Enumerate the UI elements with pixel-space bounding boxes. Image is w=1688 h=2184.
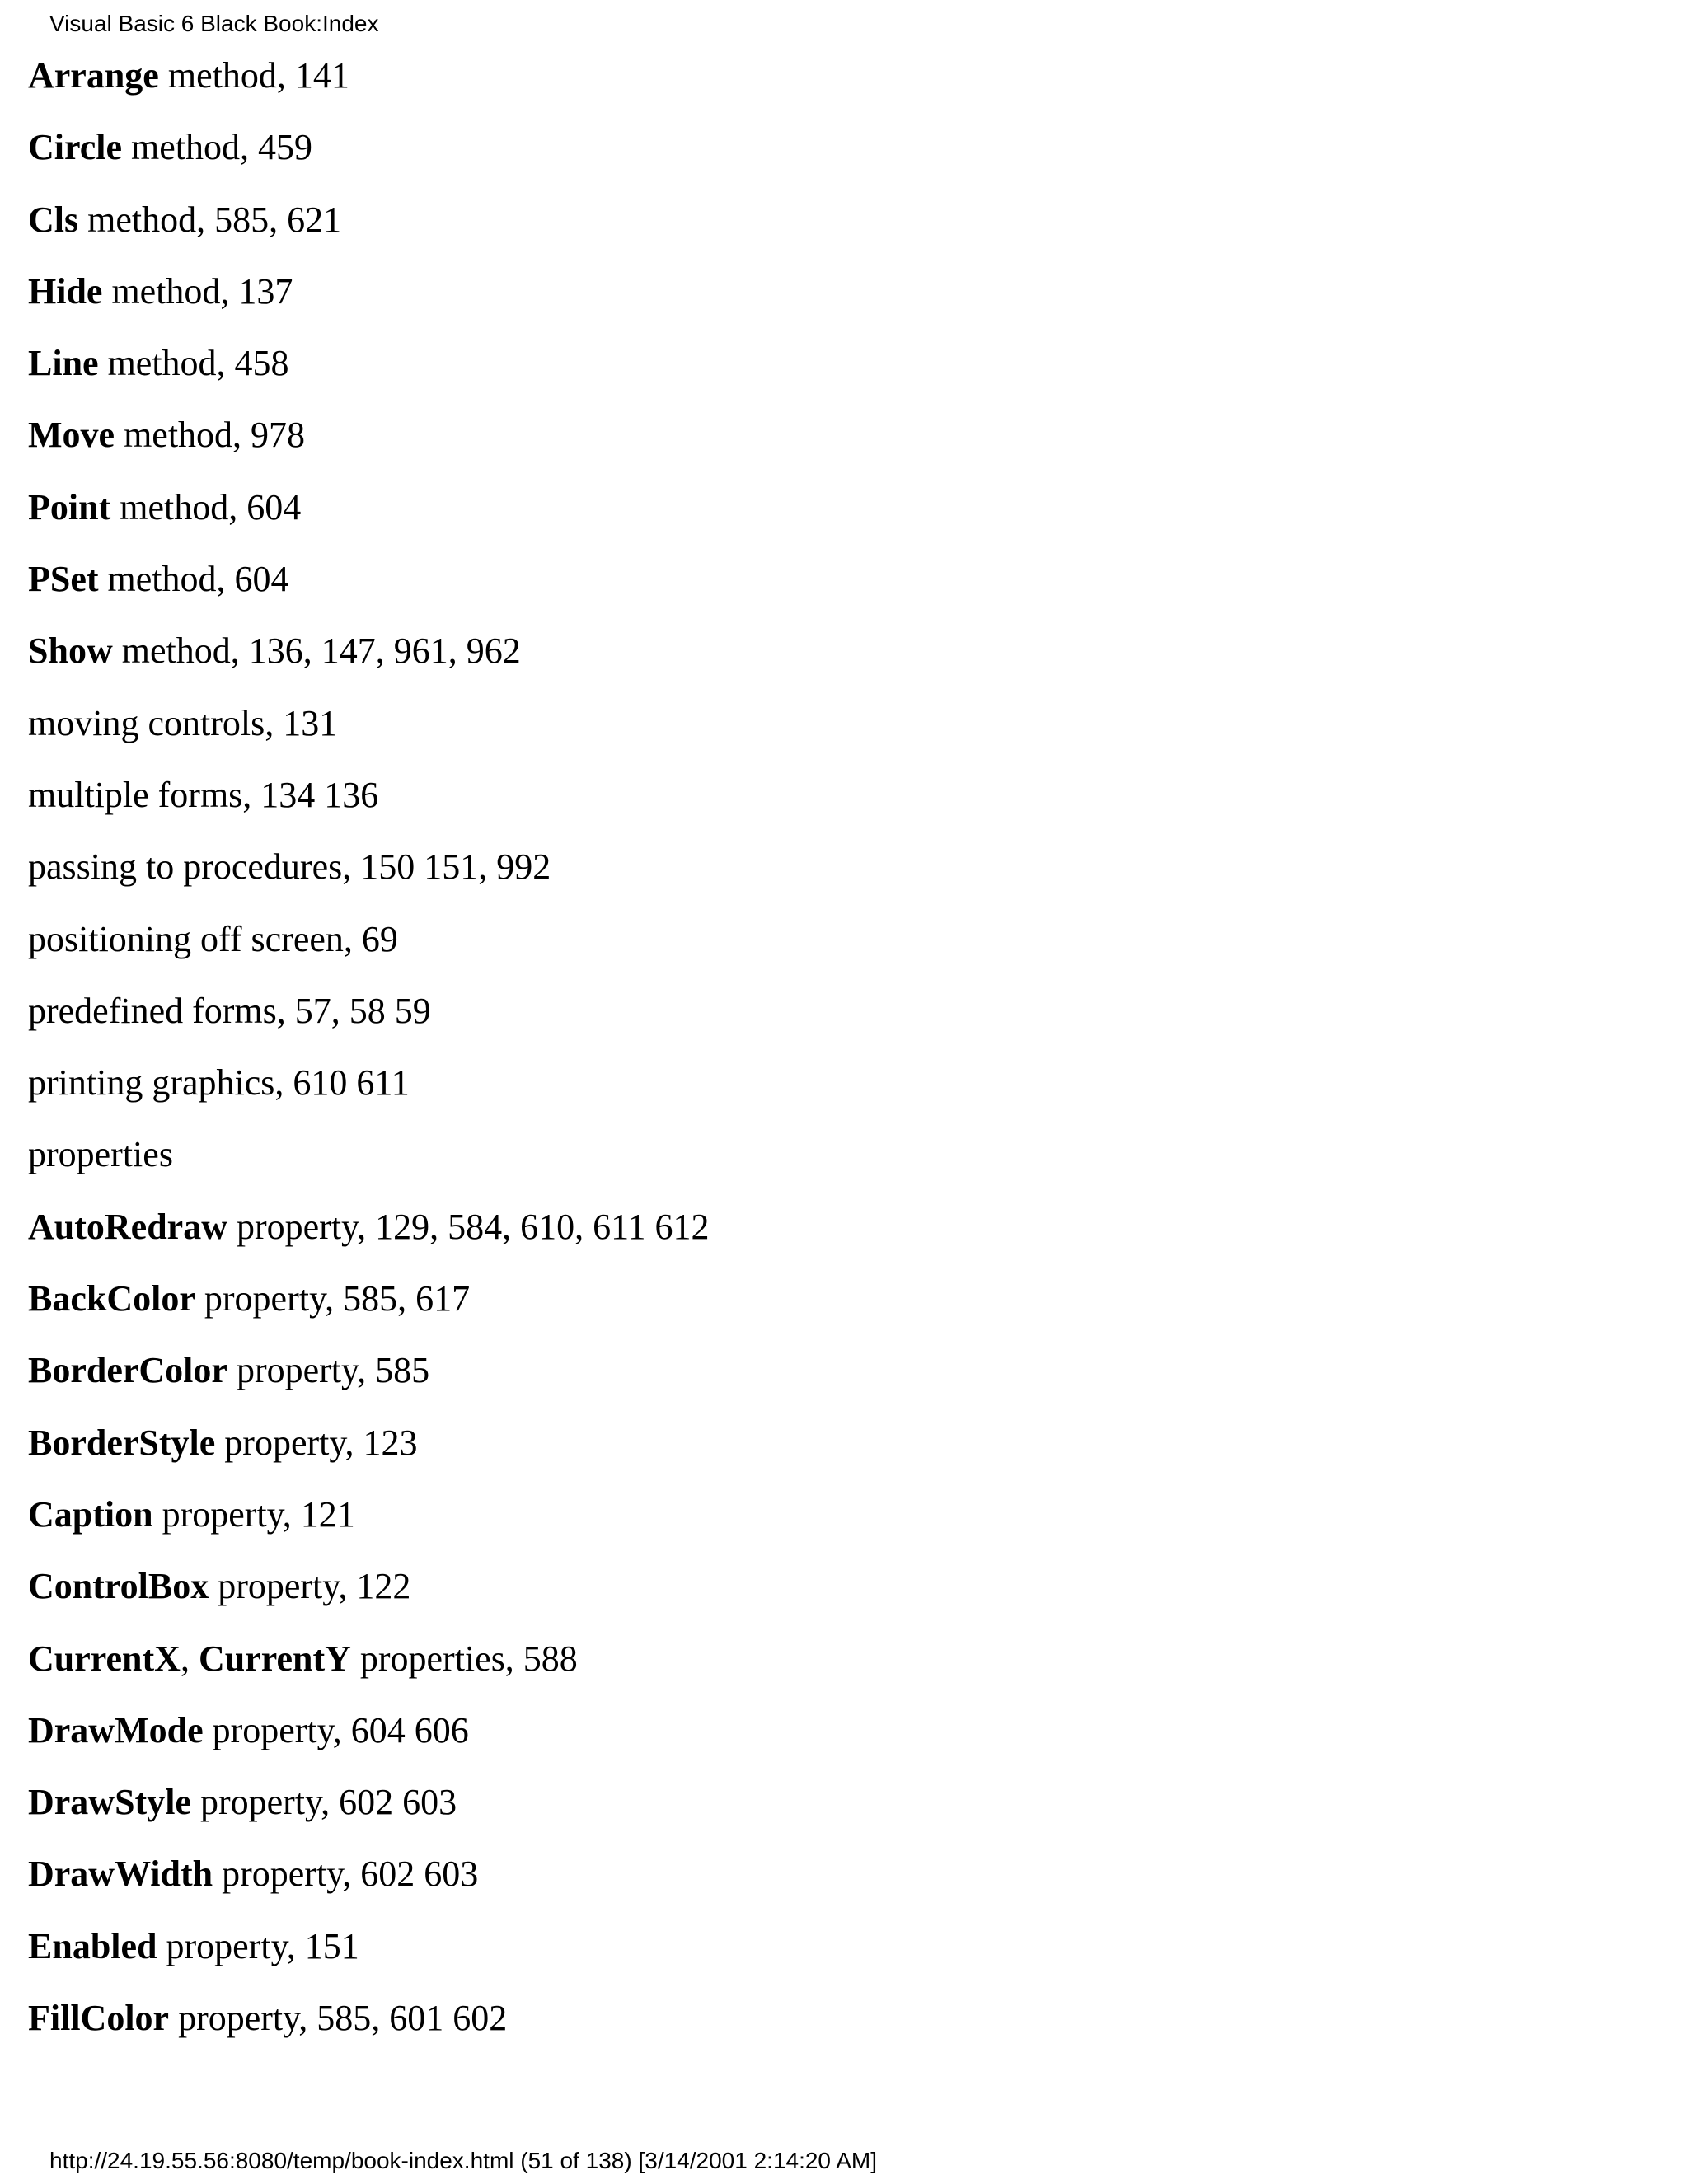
entry-text: property, 602 603 [213,1854,479,1895]
index-list [28,51,710,2065]
entry-text: method, 458 [98,343,289,384]
entry-term: DrawStyle [28,1782,191,1823]
index-entry [28,1130,710,1202]
entry-term: FillColor [28,1998,170,2039]
index-entry [28,195,710,267]
index-entry [28,626,710,698]
entry-text: property, 604 606 [203,1709,469,1750]
entry-term: ControlBox [28,1566,209,1607]
entry-term: PSet [28,559,99,600]
entry-text: method, 585, 621 [78,199,342,240]
entry-term: DrawMode [28,1709,204,1750]
entry-text: properties [28,1134,173,1175]
index-entry [28,51,710,123]
entry-text: printing graphics, 610 611 [28,1062,410,1104]
index-entry [28,1706,710,1778]
index-entry [28,555,710,626]
index-entry [28,1202,710,1274]
index-entry [28,1058,710,1130]
entry-term: Enabled [28,1925,157,1966]
entry-term-secondary: CurrentY [198,1638,351,1679]
index-entry [28,267,710,339]
index-entry [28,483,710,555]
entry-text: method, 459 [122,127,313,168]
entry-text: method, 141 [158,55,349,96]
entry-term: Circle [28,127,123,168]
entry-term: DrawWidth [28,1854,213,1895]
index-entry [28,123,710,194]
index-entry [28,771,710,842]
entry-term: Cls [28,199,79,240]
entry-text: , [180,1638,199,1679]
entry-term: Line [28,343,99,384]
index-entry [28,699,710,771]
entry-text: method, 136, 147, 961, 962 [112,630,521,672]
entry-term: Caption [28,1493,153,1535]
index-entry [28,1562,710,1633]
entry-text: method, 978 [115,415,306,456]
index-entry [28,339,710,410]
entry-text: multiple forms, 134 136 [28,774,379,815]
entry-text: property, 121 [152,1493,355,1535]
entry-text-secondary: properties, 588 [350,1638,578,1679]
entry-term: Move [28,415,115,456]
index-entry [28,410,710,482]
index-entry [28,1418,710,1490]
entry-term: Show [28,630,113,672]
entry-text: property, 151 [157,1925,359,1966]
entry-term: BorderStyle [28,1422,216,1463]
entry-term: Arrange [28,55,159,96]
index-entry [28,915,710,987]
entry-text: predefined forms, 57, 58 59 [28,990,431,1031]
index-entry [28,987,710,1058]
page-footer: http://24.19.55.56:8080/temp/book-index.html (51 of 138) [3/14/2001 2:14:20 AM] [49,2148,878,2173]
index-entry [28,1994,710,2065]
index-entry [28,1849,710,1921]
index-entry [28,1634,710,1706]
entry-term: BorderColor [28,1350,227,1391]
entry-text: method, 604 [110,486,302,527]
entry-text: method, 604 [98,559,289,600]
index-entry [28,842,710,914]
entry-text: property, 585, 601 602 [169,1998,508,2039]
entry-text: property, 602 603 [190,1782,457,1823]
entry-text: positioning off screen, 69 [28,918,398,959]
index-entry [28,1922,710,1994]
entry-text: property, 122 [209,1566,411,1607]
entry-term: Point [28,486,111,527]
entry-text: passing to procedures, 150 151, 992 [28,846,551,888]
entry-text: property, 585 [227,1350,430,1391]
index-entry [28,1778,710,1849]
entry-term: BackColor [28,1278,195,1319]
entry-text: moving controls, 131 [28,702,338,743]
entry-text: property, 123 [215,1422,418,1463]
entry-term: Hide [28,270,103,312]
index-entry [28,1490,710,1562]
page-header: Visual Basic 6 Black Book:Index [49,11,379,36]
entry-term: AutoRedraw [28,1206,227,1247]
entry-text: property, 585, 617 [195,1278,471,1319]
entry-text: method, 137 [102,270,293,312]
index-entry [28,1346,710,1418]
entry-term: CurrentX [28,1638,181,1679]
index-entry [28,1274,710,1346]
entry-text: property, 129, 584, 610, 611 612 [227,1206,710,1247]
